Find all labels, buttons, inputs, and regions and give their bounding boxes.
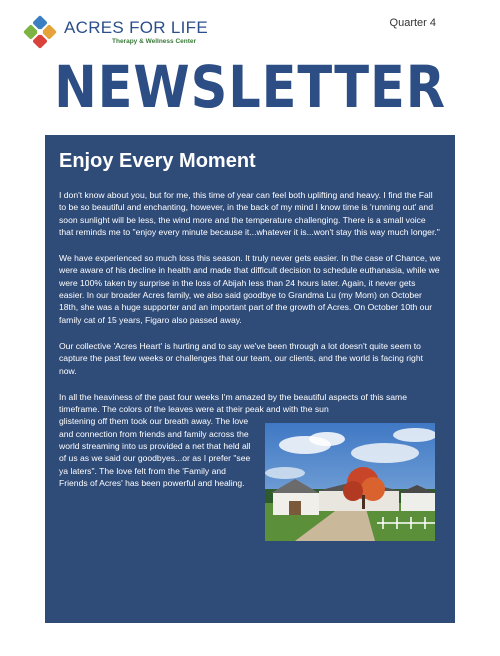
article-paragraph-4-wrap: glistening off them took our breath away. The love and connection from friends and family across the world streaming into us provided a net that held all of us as we said our goodbyes...or as I prefer "see ya laters". The love felt from the 'Family and Friends of Acres' has been powerful and healing. [59,416,251,488]
article-paragraph-2: We have experienced so much loss this season. It truly never gets easier. In the case of Chance, we were aware of his decline in health and made that difficult decision to schedule euthanasia, while we were 100% taken by surprise in the loss of Abijah less than 24 hours later. Again, it never gets easier. In our broader Acres family, we also said goodbye to Grandma Lu (my Mom) on October 18th, she was a huge supporter and an important part of the growth of Acres. On October 10th our family cat of 15 years, Figaro also passed away. [59,253,441,325]
article-paragraph-4-top: In all the heaviness of the past four weeks I'm amazed by the beautiful aspects of this same timeframe. The colors of the leaves were at their peak and with the sun [59,391,407,415]
quarter-label: Quarter 4 [389,17,436,29]
article-panel [45,135,455,623]
brand-name: ACRES FOR LIFE [64,18,209,37]
article-paragraph-3: Our collective 'Acres Heart' is hurting and to say we've been through a lot doesn't quite seem to capture the past few weeks or challenges that our team, our clients, and the world is facing right now. [59,340,423,376]
farm-photo [265,423,435,541]
brand-block [64,18,208,45]
brand-subtitle: Therapy & Wellness Center [112,38,197,45]
masthead-title: NEWSLETTER [54,53,446,121]
article-paragraph-1: I don't know about you, but for me, this time of year can feel both uplifting and heavy. I find the Fall to be so beautiful and enchanting, however, in the back of my mind I know time is 'running out' and soon sunlight will be less, the wind more and the temperature challenging. There is a small voice that reminds me to "enjoy every minute because it...whatever it is...won't stay this way much longer." [59,190,440,237]
article-title: Enjoy Every Moment [59,150,256,172]
acres-logo-icon [22,14,58,50]
article-paragraph-4 [59,391,441,489]
